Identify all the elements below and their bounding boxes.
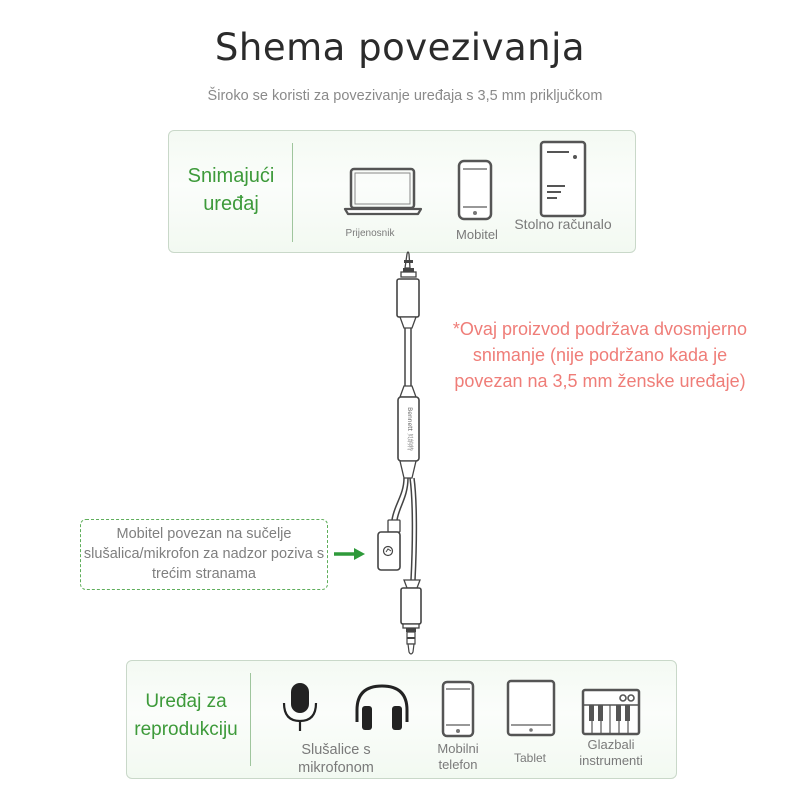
desktop-label: Stolno računalo (514, 216, 612, 232)
playback-heading-line-1: Uređaj za (145, 691, 227, 712)
recording-heading-line-2: uređaj (203, 193, 259, 215)
top-jack-plug (397, 252, 419, 328)
bidirectional-note: *Ovaj proizvod podržava dvosmjerno snimanje (nije podržano kada je povezan na 3,5 mm ženske uređaje) (452, 319, 748, 391)
green-arrow (334, 548, 365, 560)
musical-instrument-icon (581, 688, 641, 736)
musical-instruments-label: Glazbali instrumenti (579, 737, 643, 768)
recording-heading-line-1: Snimajući (187, 165, 275, 187)
tablet-icon (506, 679, 556, 737)
side-note-text: Mobitel povezan na sučelje slušalica/mikrofon za nadzor poziva s trećim stranama (83, 526, 325, 582)
splitter-brand-text: Bennett 贝纳特 (406, 407, 413, 451)
lower-cable (410, 478, 416, 580)
headset-label: Slušalice s mikrofonom (298, 742, 374, 776)
playback-heading-line-2: reprodukciju (134, 719, 238, 740)
upper-cable (405, 328, 411, 386)
page-subtitle: Široko se koristi za povezivanje uređaja s 3,5 mm priključkom (207, 88, 603, 104)
playback-divider (250, 673, 251, 766)
splitter-body (398, 386, 419, 478)
mobile-label: Mobitel (456, 227, 498, 242)
microphone-icon (279, 681, 321, 733)
playback-heading (128, 688, 244, 744)
tablet-label: Tablet (513, 751, 547, 765)
mobile-phone-icon (441, 680, 475, 738)
headphones-icon (352, 682, 412, 734)
branch-cable (378, 478, 408, 570)
mobile-telephone-label: Mobilni telefon (437, 741, 479, 772)
laptop-label: Prijenosnik (345, 228, 395, 239)
bottom-jack-plug (401, 580, 421, 654)
page-title: Shema povezivanja (214, 26, 586, 69)
